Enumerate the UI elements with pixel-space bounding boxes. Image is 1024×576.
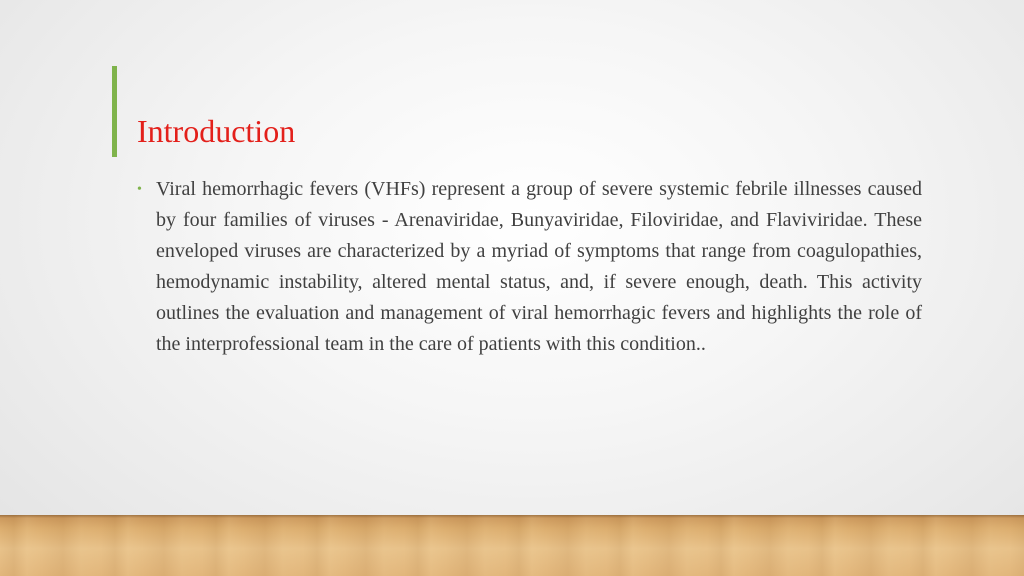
slide-title: Introduction (137, 113, 296, 149)
title-accent-bar (112, 66, 117, 157)
wood-floor-decoration (0, 515, 1024, 576)
bullet-list (137, 174, 922, 360)
bullet-dot-icon: • (137, 182, 142, 197)
bullet-item (137, 174, 922, 360)
floor-edge-shadow (0, 515, 1024, 518)
bullet-text: Viral hemorrhagic fevers (VHFs) represent a group of severe systemic febrile illnesses caused by four families of viruses - Arenaviridae, Bunyaviridae, Filoviridae, and Flaviviridae. These enveloped viruses are characterized by a myriad of symptoms that range from coagulopathies, hemodynamic instability, altered mental status, and, if severe enough, death. This activity outlines the evaluation and management of viral hemorrhagic fevers and highlights the role of the interprofessional team in the care of patients with this condition.. (156, 178, 922, 355)
